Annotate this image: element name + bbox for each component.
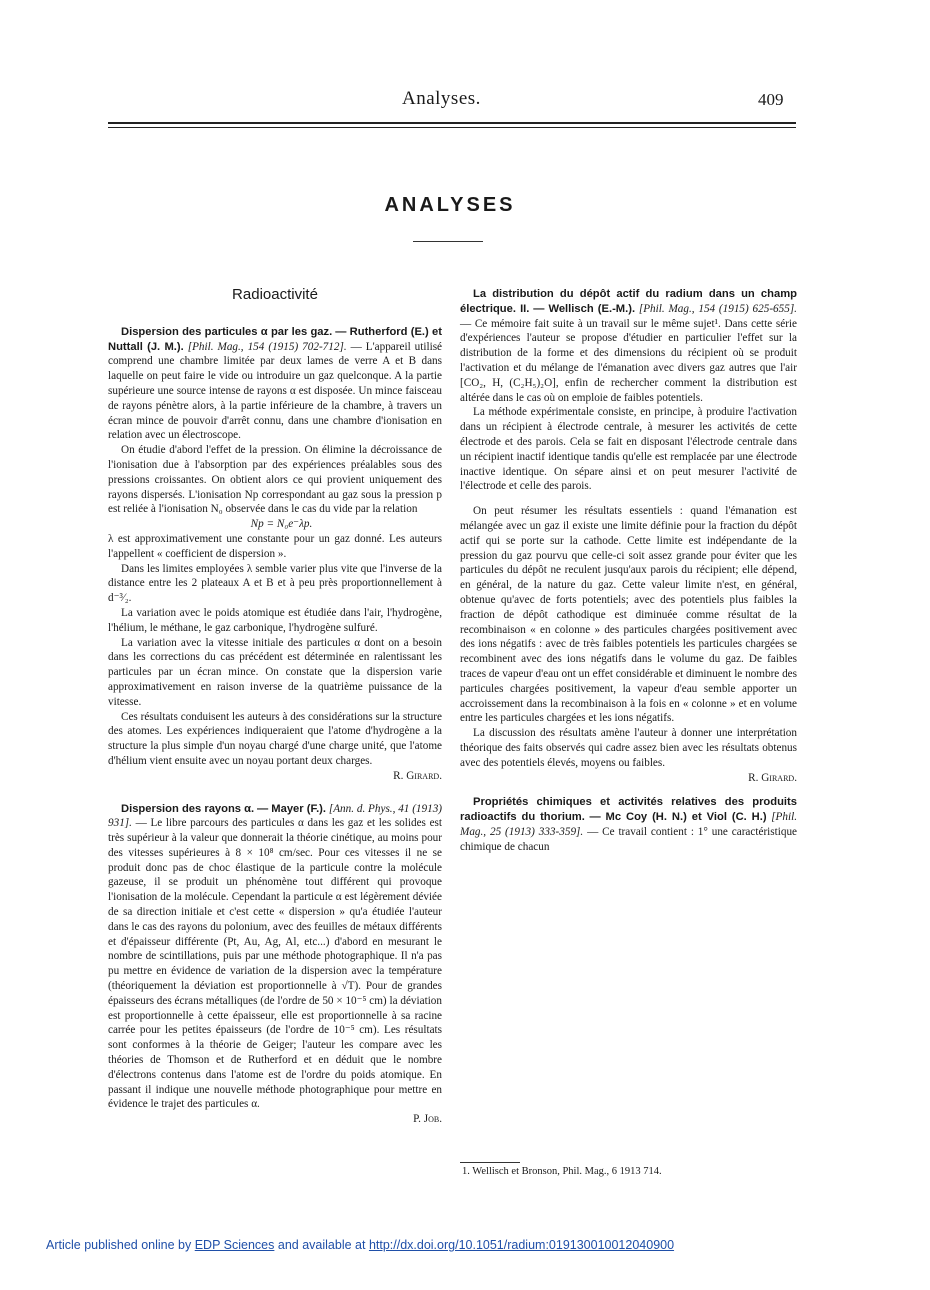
publisher-footer xyxy=(46,1238,674,1252)
doi-link[interactable]: http://dx.doi.org/10.1051/radium:019130010012040900 xyxy=(368,1238,675,1252)
article-3-reference: [Phil. Mag., 154 (1915) 625-655]. xyxy=(638,302,797,315)
article-2-signature: P. Job. xyxy=(413,1113,442,1126)
article-1-paragraph: La variation avec la vitesse initiale des particules α dont on a besoin dans les corrections du cas précédent est déterminée en ralentissant les particules par un écran mince. On constate que la dispersion varie approximativement en raison inverse de la quatrième puissance de la vitesse. xyxy=(108,636,442,708)
article-3-paragraph: La discussion des résultats amène l'auteur à donner une interprétation théorique des faits observés qui cadre assez bien avec les résultats obtenus avec des potentiels élevés, moyens ou faibles. xyxy=(460,727,797,769)
article-1-paragraph: λ est approximativement une constante pour un gaz donné. Les auteurs l'appellent « coefficient de dispersion ». xyxy=(108,532,442,560)
left-column xyxy=(108,284,442,1127)
article-1-paragraph: Dans les limites employées λ semble varier plus vite que l'inverse de la distance entre les 2 plateaux A et B et à peu près proportionnellement à d⁻³⁄₂. xyxy=(108,562,442,605)
header-rule-thick xyxy=(108,122,796,124)
article-1-intro xyxy=(108,325,442,443)
right-column xyxy=(460,287,797,854)
article-1-reference: [Phil. Mag., 154 (1915) 702-712]. xyxy=(187,340,347,353)
running-header-title: Analyses. xyxy=(402,88,481,109)
article-2-intro xyxy=(108,802,442,1113)
article-1-authors: — Rutherford (E.) et Nuttall (J. M.). xyxy=(108,325,442,353)
footer-middle: and available at xyxy=(277,1238,366,1252)
article-1-paragraph: La variation avec le poids atomique est étudiée dans l'air, l'hydrogène, l'hélium, le méthane, le gaz carbonique, l'hydrogène sulfuré. xyxy=(108,606,442,634)
article-4-title: Propriétés chimiques et activités relatives des produits radioactifs du thorium. xyxy=(460,796,797,824)
article-4-authors: — Mc Coy (H. N.) et Viol (C. H.) xyxy=(589,811,767,824)
footer-prefix: Article published online by xyxy=(46,1238,192,1252)
section-title: Radioactivité xyxy=(232,286,318,303)
article-2-authors: — Mayer (F.). xyxy=(256,802,327,815)
header-rule-thin xyxy=(108,127,796,128)
main-title: ANALYSES xyxy=(384,194,516,216)
article-1-paragraph: Ces résultats conduisent les auteurs à des considérations sur la structure des atomes. Les expériences indiqueraient que l'atome d'hydrogène a la structure la plus simple d'un noyau chargé d'une charge unité, que l'atome d'hélium vient ensuite avec un noyau portant deux charges. xyxy=(108,710,442,767)
footnote-rule xyxy=(460,1162,520,1163)
article-3-paragraph: La méthode expérimentale consiste, en principe, à produire l'activation dans un récipient à électrode centrale, à mesurer les activités de cette électrode et des parois. Cela se fait en disposant l'électrode centrale dans un récipient inactif identique tandis qu'elle est remplacée par une électrode inactive identique. On sépare ainsi et on peut mesurer l'activité de l'électrode et celle des parois. xyxy=(460,406,797,493)
article-1-formula: Np = N₀e⁻λp. xyxy=(250,518,313,531)
article-1-paragraph: — L'appareil utilisé comprend une chambre limitée par deux lames de verre A et B dans laquelle on peut faire le vide ou introduire un gaz quelconque. A la partie supérieure une source intense de rayons α est disposée. Un mince faisceau de rayons pénètre alors, à la partie inférieure de la chambre, à travers un écran mince de pouvoir d'arrêt connu, dans une chambre d'ionisation en relation avec un électroscope. xyxy=(108,340,443,442)
article-3-authors: — Wellisch (E.-M.). xyxy=(533,302,636,315)
title-underline xyxy=(413,241,483,242)
article-4-paragraph: — Ce travail contient : 1° une caractéristique chimique de chacun xyxy=(460,825,797,853)
article-3-signature: R. Girard. xyxy=(748,771,797,784)
article-4-intro xyxy=(460,795,797,854)
article-2-paragraph: — Le libre parcours des particules α dans les gaz et les solides est très supérieur à la valeur que donnerait la théorie cinétique, au moins pour des vitesses supérieures à 8 × 10⁸ cm/sec. Pour ces vitesses il ne se produit donc pas de choc élastique de la particule contre la molécule gazeuse, il se produit un phénomène tout différent qui provoque l'ionisation de la molécule. Cependant la particule α est légèrement déviée de sa direction initiale et c'est cette « dispersion » qu'a étudiée l'auteur dans le cas des rayons du polonium, avec des feuilles de métaux différents et d'épaisseur différente (Pt, Au, Ag, Al, etc...) d'abord en mesurant le nombre de scintillations, puis par une méthode photographique. Il n'a pas pu mettre en évidence de variation de la dispersion avec la température (théoriquement la déviation est proportionnelle à √T). Pour de grandes épaisseurs des écrans métalliques (de l'ordre de 50 × 10⁻⁵ cm) la déviation est proportionnelle à cette épaisseur, elle est proportionnelle à sa racine carrée pour les petites épaisseurs (de l'ordre de 10⁻⁵ cm). Les résultats sont conformes à la théorie de Geiger; l'auteur les compare avec les théories de Thomson et de Rutherford et en déduit que le nombre d'électrons contenus dans l'atome est de l'ordre du poids atomique. En passant il indique une nouvelle méthode photographique pour mettre en évidence le trajet des particules α. xyxy=(108,817,443,1111)
footnote: 1. Wellisch et Bronson, Phil. Mag., 6 1913 714. xyxy=(462,1166,662,1177)
article-3-intro xyxy=(460,287,797,405)
article-3-paragraph: — Ce mémoire fait suite à un travail sur le même sujet¹. Dans cette série d'expériences l'auteur se propose d'étudier en particulier l'effet sur la distribution de la forme et des dimensions du récipient où se produit l'activation et du mélange de l'émanation avec divers gaz autres que l'air [CO₂, H, (C₂H₅)₂O], enfin de rechercher comment la distribution est altérée dans le cas où on emploie de faibles potentiels. xyxy=(460,317,797,404)
article-2-title: Dispersion des rayons α. xyxy=(121,802,255,815)
article-1-signature: R. Girard. xyxy=(393,769,442,782)
spacer xyxy=(460,785,797,795)
article-2-reference: [Ann. d. Phys., 41 (1913) 931]. xyxy=(108,802,443,830)
article-3-paragraph: On peut résumer les résultats essentiels : quand l'émanation est mélangée avec un gaz il existe une limite définie pour la fraction du dépôt actif qui se porte sur la cathode. Cette limite est indépendante de la pression du gaz pourvu que celle-ci soit assez grande pour éviter que les particules du dépôt ne reculent jusqu'aux parois du récipient; elle dépend, en général, de la nature du gaz. Cette valeur limite n'est, en général, obtenue qu'avec de forts potentiels; avec des potentiels plus faibles la fraction de dépôt cathodique est diminuée comme résultat de la recombinaison « en colonne » des particules chargées positivement avec des ions négatifs : avec de très faibles potentiels les particules chargées se recombinent avec des ions négatifs dans le volume du gaz. De faibles traces de vapeur d'eau ont un effet considérable et diminuent le nombre des particules chargées positivement, la vapeur d'eau semble apporter un accroissement dans la recombinaison à la fois en « colonne » et en volume entre les particules chargées et les ions négatifs. xyxy=(460,505,797,725)
publisher-link[interactable]: EDP Sciences xyxy=(194,1238,275,1252)
page-number: 409 xyxy=(758,90,784,109)
article-1-title: Dispersion des particules α par les gaz. xyxy=(121,325,333,338)
article-4-reference: [Phil. Mag., 25 (1913) 333-359]. xyxy=(460,811,797,838)
spacer xyxy=(108,784,442,802)
article-3-title: La distribution du dépôt actif du radium dans un champ électrique. II. xyxy=(460,288,797,315)
spacer xyxy=(460,494,797,504)
article-1-paragraph: On étudie d'abord l'effet de la pression. On élimine la décroissance de l'ionisation due à l'absorption par des expériences préalables sous des pressions croissantes. On obtient alors ce qui provient uniquement des rayons dispersés. L'ionisation Np correspondant au gaz sous la pression p est reliée à l'ionisation N₀ observée dans le cas du vide par la relation xyxy=(108,444,442,516)
